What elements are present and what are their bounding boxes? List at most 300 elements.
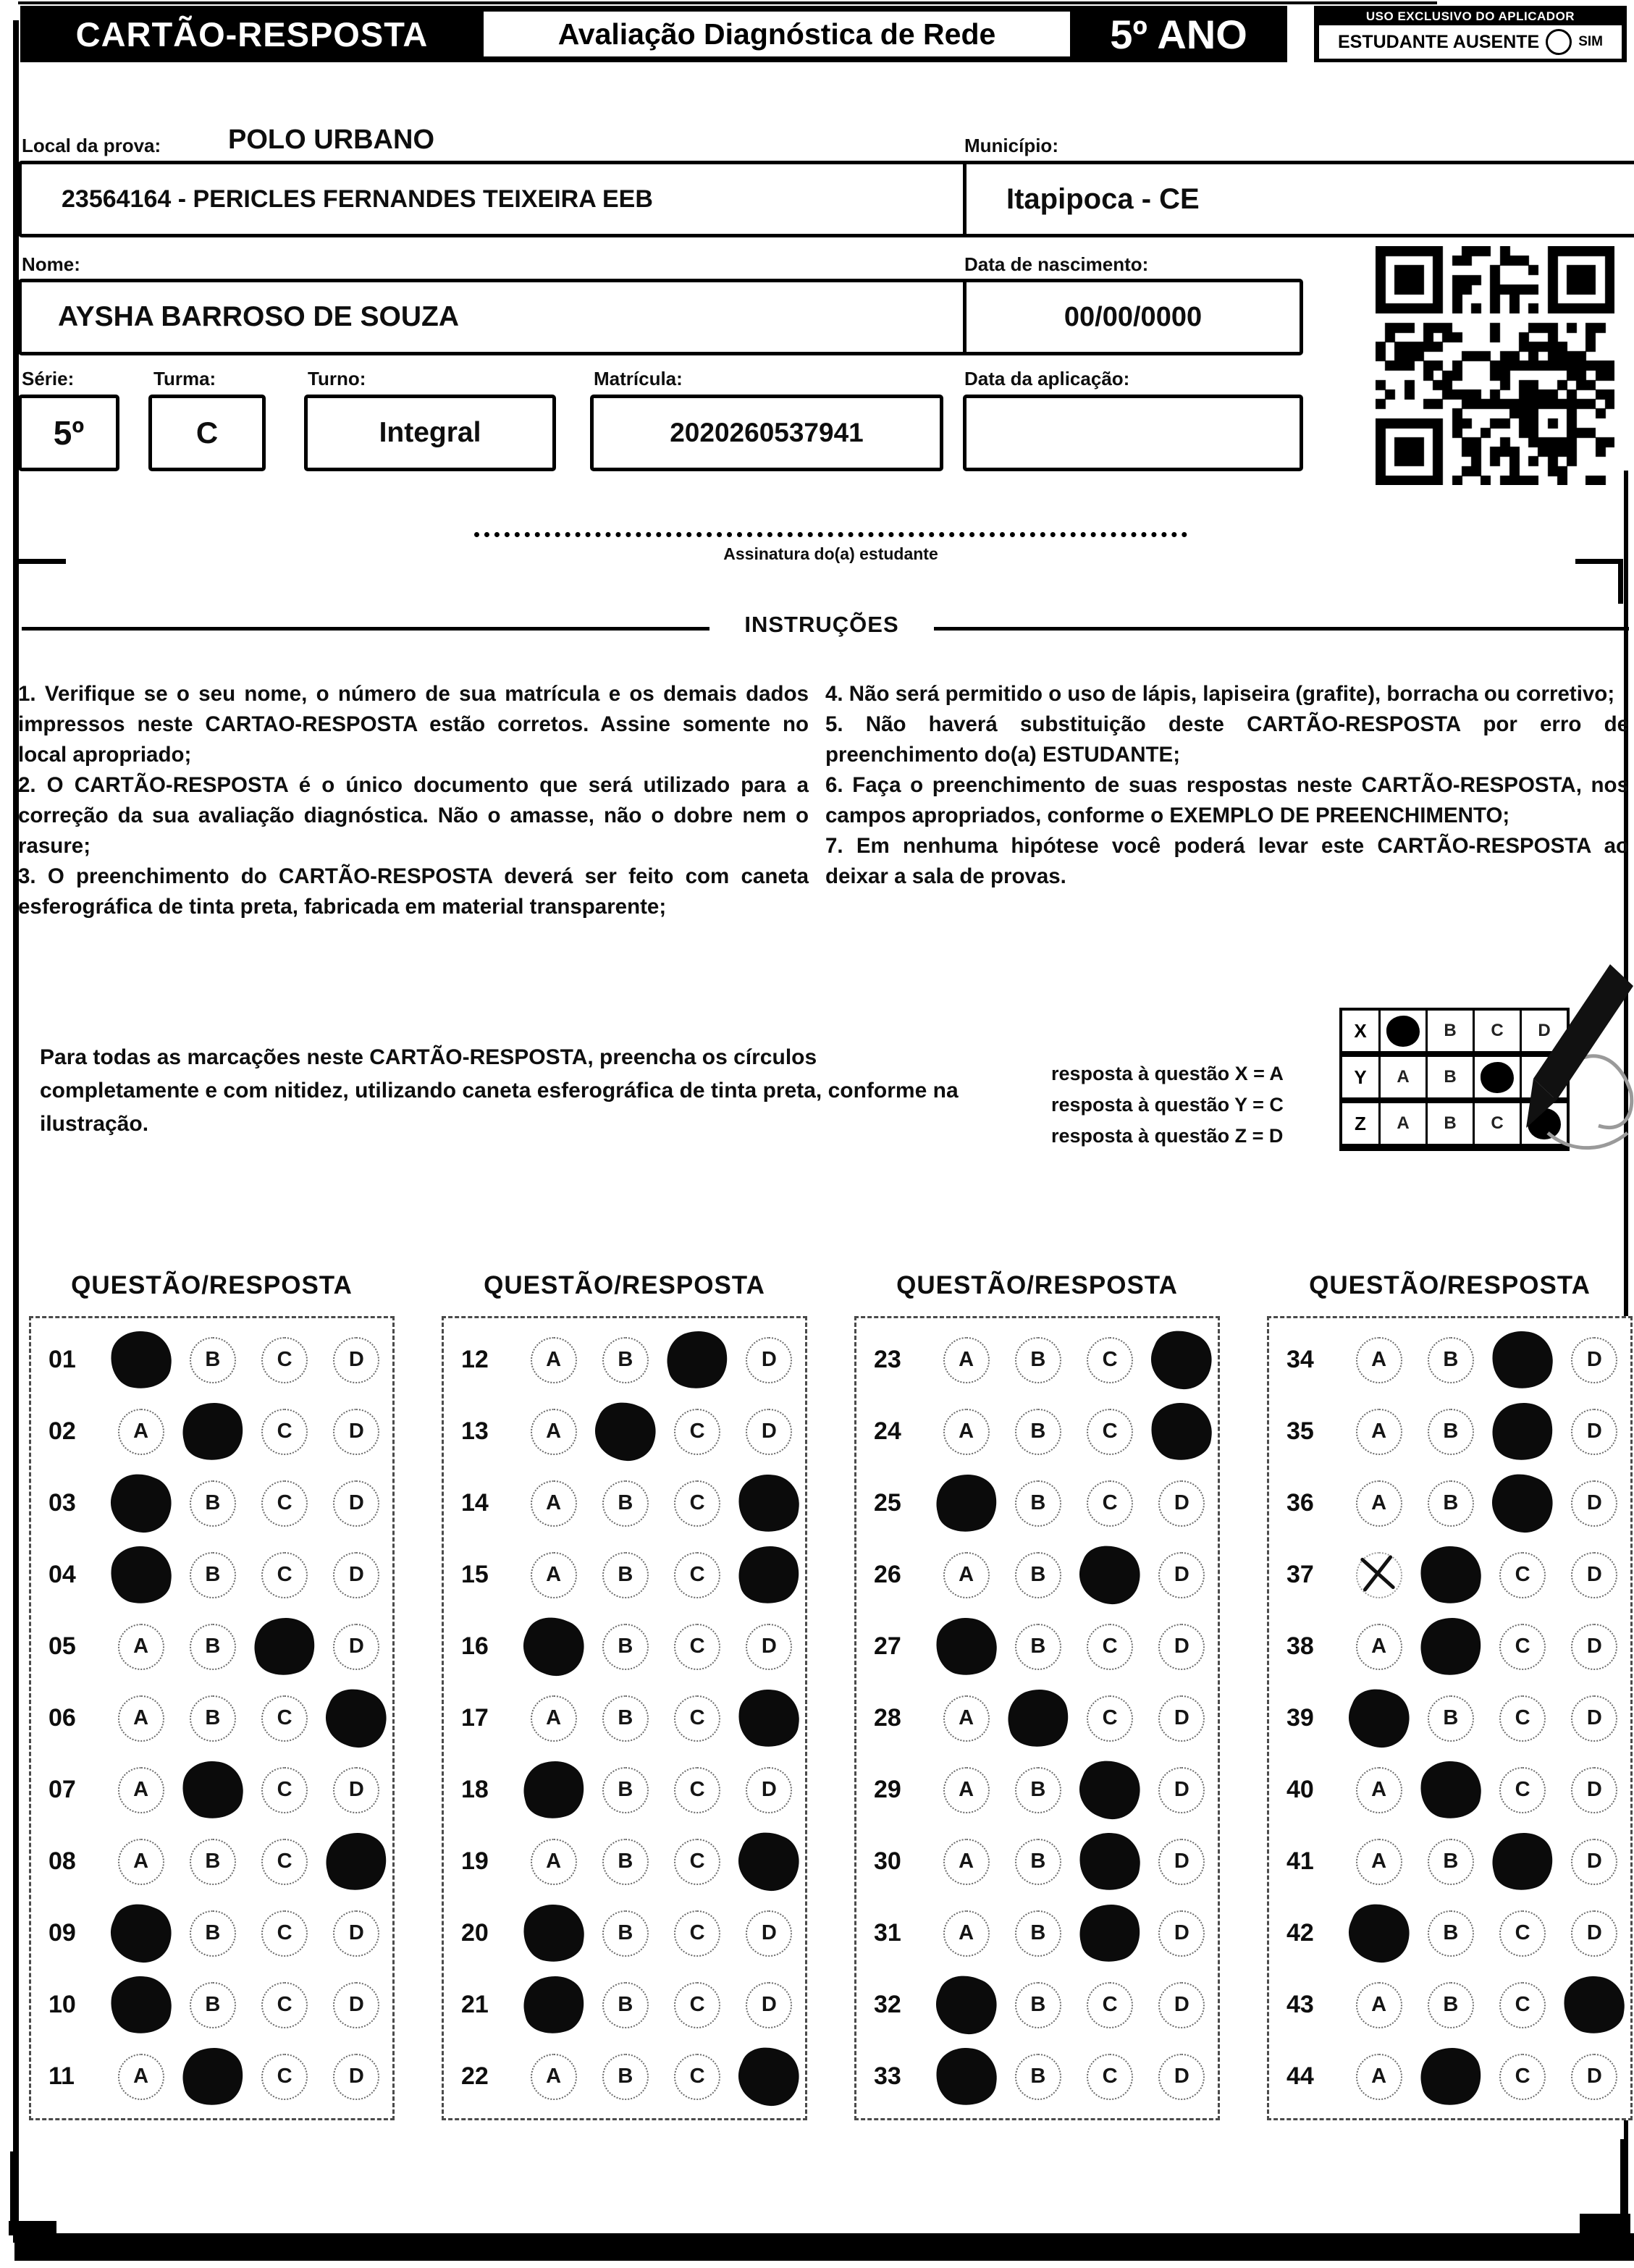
option-cell-A[interactable]: [930, 1695, 1002, 1742]
option-cell-D[interactable]: [1559, 1839, 1630, 1885]
option-cell-D[interactable]: [733, 1982, 805, 2028]
option-cell-C[interactable]: [249, 1767, 321, 1813]
option-cell-C[interactable]: [662, 1552, 733, 1598]
option-bubble[interactable]: [1087, 2054, 1133, 2100]
option-cell-D[interactable]: [321, 1833, 392, 1890]
option-bubble[interactable]: [602, 1480, 649, 1527]
marked-bubble[interactable]: [927, 1967, 1006, 2044]
option-cell-D[interactable]: [1146, 1331, 1218, 1388]
option-bubble[interactable]: [190, 1910, 236, 1957]
option-bubble[interactable]: [531, 1480, 577, 1527]
option-bubble[interactable]: [674, 1839, 720, 1885]
option-cell-A[interactable]: [930, 1767, 1002, 1813]
signature-line[interactable]: [474, 532, 1187, 537]
option-bubble[interactable]: [261, 1337, 308, 1383]
marked-bubble[interactable]: [1074, 1898, 1147, 1968]
option-cell-A[interactable]: [1343, 1480, 1415, 1527]
option-cell-C[interactable]: [249, 1982, 321, 2028]
option-cell-C[interactable]: [1487, 1695, 1559, 1742]
option-bubble[interactable]: [1356, 2054, 1402, 2100]
option-cell-B[interactable]: [1415, 1695, 1486, 1742]
option-bubble[interactable]: [1015, 1910, 1061, 1957]
option-bubble[interactable]: [1356, 1337, 1402, 1383]
option-cell-A[interactable]: [930, 1475, 1002, 1532]
option-bubble[interactable]: [746, 1624, 792, 1670]
option-cell-C[interactable]: [1074, 1337, 1146, 1383]
option-bubble[interactable]: [1356, 1480, 1402, 1527]
option-bubble[interactable]: [333, 1624, 379, 1670]
option-cell-C[interactable]: [662, 1409, 733, 1455]
option-bubble[interactable]: [1158, 1624, 1205, 1670]
option-bubble[interactable]: [1428, 1910, 1474, 1957]
option-bubble[interactable]: [531, 1337, 577, 1383]
option-cell-C[interactable]: [249, 2054, 321, 2100]
option-cell-B[interactable]: [589, 2054, 661, 2100]
option-cell-B[interactable]: [589, 1910, 661, 1957]
option-cell-C[interactable]: [249, 1695, 321, 1742]
option-bubble[interactable]: [602, 1337, 649, 1383]
option-cell-D[interactable]: [321, 1337, 392, 1383]
option-bubble[interactable]: [190, 1480, 236, 1527]
option-cell-A[interactable]: [105, 1905, 177, 1962]
option-cell-B[interactable]: [177, 1695, 248, 1742]
option-cell-D[interactable]: [733, 1475, 805, 1532]
marked-bubble[interactable]: [1560, 1973, 1628, 2038]
option-bubble[interactable]: [1571, 1839, 1617, 1885]
option-cell-B[interactable]: [1415, 1982, 1486, 2028]
option-cell-A[interactable]: [518, 1409, 589, 1455]
option-cell-B[interactable]: [589, 1552, 661, 1598]
option-cell-D[interactable]: [733, 1767, 805, 1813]
option-bubble[interactable]: [333, 1480, 379, 1527]
option-bubble[interactable]: [674, 1624, 720, 1670]
option-bubble[interactable]: [1087, 1409, 1133, 1455]
option-cell-C[interactable]: [249, 1552, 321, 1598]
option-bubble[interactable]: [1158, 1552, 1205, 1598]
option-bubble[interactable]: [746, 1910, 792, 1957]
option-bubble[interactable]: [1356, 1624, 1402, 1670]
option-cell-D[interactable]: [1559, 1337, 1630, 1383]
option-cell-C[interactable]: [1487, 1552, 1559, 1598]
option-cell-A[interactable]: [518, 1480, 589, 1527]
marked-bubble[interactable]: [317, 1680, 395, 1757]
option-cell-C[interactable]: [1074, 1982, 1146, 2028]
option-cell-D[interactable]: [1559, 1552, 1630, 1598]
marked-bubble[interactable]: [515, 1609, 593, 1685]
option-bubble[interactable]: [261, 1910, 308, 1957]
option-bubble[interactable]: [261, 1409, 308, 1455]
option-bubble[interactable]: [1158, 2054, 1205, 2100]
option-bubble[interactable]: [1015, 2054, 1061, 2100]
option-bubble[interactable]: [1428, 1480, 1474, 1527]
option-cell-C[interactable]: [1074, 1480, 1146, 1527]
option-cell-A[interactable]: [518, 2054, 589, 2100]
option-cell-C[interactable]: [1074, 2054, 1146, 2100]
option-bubble[interactable]: [1158, 1910, 1205, 1957]
option-cell-D[interactable]: [321, 1409, 392, 1455]
option-cell-D[interactable]: [1146, 1552, 1218, 1598]
marked-bubble[interactable]: [730, 2039, 808, 2115]
option-bubble[interactable]: [1571, 1552, 1617, 1598]
option-bubble[interactable]: [531, 1695, 577, 1742]
option-bubble[interactable]: [1499, 1910, 1546, 1957]
option-cell-A[interactable]: [105, 2054, 177, 2100]
option-bubble[interactable]: [1087, 1695, 1133, 1742]
option-cell-C[interactable]: [249, 1409, 321, 1455]
option-bubble[interactable]: [943, 1695, 990, 1742]
option-cell-C[interactable]: [1487, 1767, 1559, 1813]
option-cell-D[interactable]: [321, 1982, 392, 2028]
option-bubble[interactable]: [943, 1552, 990, 1598]
option-bubble[interactable]: [674, 1552, 720, 1598]
marked-bubble[interactable]: [1483, 1465, 1562, 1542]
option-cell-B[interactable]: [1415, 1480, 1486, 1527]
marked-bubble[interactable]: [1002, 1683, 1075, 1753]
marked-bubble[interactable]: [177, 2041, 250, 2112]
option-bubble[interactable]: [1158, 1839, 1205, 1885]
option-cell-B[interactable]: [177, 1624, 248, 1670]
option-bubble[interactable]: [1571, 2054, 1617, 2100]
option-cell-A[interactable]: [930, 1976, 1002, 2033]
marked-bubble[interactable]: [1488, 1328, 1557, 1393]
option-cell-B[interactable]: [1002, 1690, 1074, 1747]
marked-bubble[interactable]: [735, 1686, 803, 1751]
option-cell-A[interactable]: [518, 1761, 589, 1818]
option-cell-D[interactable]: [321, 1552, 392, 1598]
option-bubble[interactable]: [674, 1695, 720, 1742]
option-cell-A[interactable]: [105, 1409, 177, 1455]
option-bubble[interactable]: [1571, 1409, 1617, 1455]
option-bubble[interactable]: [118, 1695, 164, 1742]
option-cell-A[interactable]: [518, 1552, 589, 1598]
option-cell-B[interactable]: [1002, 1624, 1074, 1670]
option-bubble[interactable]: [1571, 1337, 1617, 1383]
marked-bubble[interactable]: [1417, 1543, 1485, 1608]
marked-bubble[interactable]: [1076, 1829, 1144, 1894]
option-cell-D[interactable]: [1146, 1624, 1218, 1670]
option-cell-A[interactable]: [518, 1839, 589, 1885]
option-bubble[interactable]: [1499, 1767, 1546, 1813]
option-cell-A[interactable]: [930, 1839, 1002, 1885]
option-cell-A[interactable]: [518, 1905, 589, 1962]
option-bubble[interactable]: [674, 1910, 720, 1957]
option-cell-A[interactable]: [1343, 1552, 1415, 1598]
option-cell-B[interactable]: [177, 2048, 248, 2105]
option-bubble[interactable]: [1356, 1409, 1402, 1455]
option-bubble[interactable]: [1015, 1409, 1061, 1455]
option-cell-B[interactable]: [1415, 1337, 1486, 1383]
option-cell-A[interactable]: [518, 1337, 589, 1383]
option-cell-B[interactable]: [1415, 1618, 1486, 1675]
marked-bubble[interactable]: [733, 1540, 806, 1610]
marked-bubble[interactable]: [107, 1543, 175, 1608]
option-cell-C[interactable]: [249, 1618, 321, 1675]
option-cell-D[interactable]: [321, 1910, 392, 1957]
option-bubble[interactable]: [1087, 1480, 1133, 1527]
option-cell-C[interactable]: [662, 2054, 733, 2100]
option-cell-D[interactable]: [1559, 1910, 1630, 1957]
option-cell-C[interactable]: [662, 1624, 733, 1670]
marked-bubble[interactable]: [1147, 1399, 1216, 1464]
option-bubble[interactable]: [333, 1552, 379, 1598]
option-cell-B[interactable]: [589, 1624, 661, 1670]
option-cell-A[interactable]: [105, 1475, 177, 1532]
marked-bubble[interactable]: [520, 1901, 588, 1966]
option-bubble[interactable]: [602, 1552, 649, 1598]
option-bubble[interactable]: [602, 2054, 649, 2100]
option-cell-C[interactable]: [662, 1767, 733, 1813]
option-cell-C[interactable]: [1487, 1403, 1559, 1460]
option-cell-D[interactable]: [1146, 1767, 1218, 1813]
aplicacao-field[interactable]: [963, 395, 1303, 471]
option-cell-D[interactable]: [733, 1409, 805, 1455]
option-bubble[interactable]: [261, 1480, 308, 1527]
option-bubble[interactable]: [1158, 1982, 1205, 2028]
marked-bubble[interactable]: [107, 1973, 175, 2038]
option-bubble[interactable]: [1571, 1624, 1617, 1670]
option-bubble[interactable]: [602, 1910, 649, 1957]
marked-bubble[interactable]: [517, 1970, 590, 2040]
marked-bubble[interactable]: [248, 1611, 321, 1682]
option-bubble[interactable]: [118, 1839, 164, 1885]
option-cell-C[interactable]: [1487, 1982, 1559, 2028]
option-cell-D[interactable]: [1559, 1624, 1630, 1670]
option-bubble[interactable]: [674, 1480, 720, 1527]
option-cell-C[interactable]: [1074, 1833, 1146, 1890]
option-cell-A[interactable]: [518, 1695, 589, 1742]
option-bubble[interactable]: [1015, 1767, 1061, 1813]
option-cell-A[interactable]: [930, 1337, 1002, 1383]
option-cell-B[interactable]: [1002, 1480, 1074, 1527]
option-bubble[interactable]: [531, 2054, 577, 2100]
option-bubble[interactable]: [190, 1695, 236, 1742]
option-cell-A[interactable]: [1343, 1767, 1415, 1813]
marked-bubble[interactable]: [1486, 1396, 1559, 1467]
option-cell-C[interactable]: [1487, 1331, 1559, 1388]
option-cell-A[interactable]: [105, 1839, 177, 1885]
option-cell-A[interactable]: [105, 1767, 177, 1813]
option-cell-A[interactable]: [1343, 1337, 1415, 1383]
option-cell-D[interactable]: [1559, 1767, 1630, 1813]
option-cell-B[interactable]: [1002, 1767, 1074, 1813]
option-bubble[interactable]: [1015, 1624, 1061, 1670]
option-bubble[interactable]: [943, 1910, 990, 1957]
option-cell-B[interactable]: [589, 1337, 661, 1383]
option-cell-A[interactable]: [1343, 1982, 1415, 2028]
marked-bubble[interactable]: [320, 1826, 393, 1897]
option-cell-B[interactable]: [1002, 1337, 1074, 1383]
option-cell-A[interactable]: [105, 1331, 177, 1388]
option-cell-B[interactable]: [177, 1480, 248, 1527]
option-cell-D[interactable]: [1146, 1695, 1218, 1742]
option-bubble[interactable]: [261, 1695, 308, 1742]
option-cell-D[interactable]: [321, 2054, 392, 2100]
option-bubble[interactable]: [602, 1767, 649, 1813]
option-bubble[interactable]: [1356, 1839, 1402, 1885]
option-bubble[interactable]: [1499, 2054, 1546, 2100]
option-cell-B[interactable]: [177, 1552, 248, 1598]
option-cell-C[interactable]: [1074, 1761, 1146, 1818]
option-cell-B[interactable]: [1002, 1552, 1074, 1598]
option-bubble[interactable]: [333, 1409, 379, 1455]
option-cell-D[interactable]: [733, 1624, 805, 1670]
option-cell-B[interactable]: [177, 1403, 248, 1460]
option-bubble[interactable]: [943, 1337, 990, 1383]
option-bubble[interactable]: [1571, 1767, 1617, 1813]
option-cell-B[interactable]: [1415, 1839, 1486, 1885]
option-bubble[interactable]: [531, 1409, 577, 1455]
option-bubble[interactable]: [333, 1337, 379, 1383]
option-cell-A[interactable]: [105, 1976, 177, 2033]
marked-bubble[interactable]: [517, 1755, 590, 1825]
option-cell-B[interactable]: [1002, 1982, 1074, 2028]
option-cell-D[interactable]: [733, 1690, 805, 1747]
option-bubble[interactable]: [1087, 1337, 1133, 1383]
option-bubble[interactable]: [190, 1982, 236, 2028]
option-cell-A[interactable]: [1343, 1839, 1415, 1885]
option-cell-D[interactable]: [1146, 1839, 1218, 1885]
option-bubble[interactable]: [118, 1409, 164, 1455]
option-cell-B[interactable]: [1002, 1839, 1074, 1885]
option-cell-D[interactable]: [733, 2048, 805, 2105]
option-cell-B[interactable]: [1415, 1546, 1486, 1603]
student-absent-bubble[interactable]: [1546, 29, 1572, 55]
option-cell-C[interactable]: [1487, 2054, 1559, 2100]
marked-bubble[interactable]: [1071, 1537, 1149, 1614]
option-cell-C[interactable]: [1487, 1624, 1559, 1670]
option-cell-C[interactable]: [249, 1910, 321, 1957]
option-cell-D[interactable]: [733, 1833, 805, 1890]
option-bubble[interactable]: [333, 1982, 379, 2028]
option-cell-D[interactable]: [733, 1910, 805, 1957]
option-bubble[interactable]: [261, 1982, 308, 2028]
option-bubble[interactable]: [1015, 1480, 1061, 1527]
option-bubble[interactable]: [1015, 1337, 1061, 1383]
marked-bubble[interactable]: [1417, 1758, 1485, 1823]
option-cell-C[interactable]: [1074, 1695, 1146, 1742]
option-bubble[interactable]: [674, 1767, 720, 1813]
option-bubble[interactable]: [190, 1552, 236, 1598]
option-bubble[interactable]: [1015, 1839, 1061, 1885]
option-cell-A[interactable]: [518, 1618, 589, 1675]
marked-bubble[interactable]: [1071, 1752, 1149, 1829]
option-cell-B[interactable]: [1415, 1910, 1486, 1957]
option-bubble[interactable]: [118, 1767, 164, 1813]
option-bubble[interactable]: [943, 1839, 990, 1885]
option-cell-B[interactable]: [589, 1695, 661, 1742]
option-bubble[interactable]: [261, 2054, 308, 2100]
option-cell-D[interactable]: [1559, 1480, 1630, 1527]
option-cell-B[interactable]: [589, 1403, 661, 1460]
option-cell-C[interactable]: [662, 1331, 733, 1388]
option-cell-B[interactable]: [1415, 1409, 1486, 1455]
option-cell-C[interactable]: [1487, 1475, 1559, 1532]
option-cell-D[interactable]: [1559, 2054, 1630, 2100]
option-cell-A[interactable]: [930, 2048, 1002, 2105]
option-cell-B[interactable]: [177, 1839, 248, 1885]
option-bubble[interactable]: [190, 1337, 236, 1383]
option-cell-B[interactable]: [1002, 1409, 1074, 1455]
option-cell-C[interactable]: [1074, 1905, 1146, 1962]
marked-bubble[interactable]: [1340, 1680, 1418, 1757]
option-bubble[interactable]: [1499, 1552, 1546, 1598]
option-cell-D[interactable]: [321, 1767, 392, 1813]
option-bubble[interactable]: [943, 1409, 990, 1455]
option-cell-A[interactable]: [1343, 1690, 1415, 1747]
marked-bubble[interactable]: [107, 1328, 175, 1393]
option-bubble[interactable]: [674, 1409, 720, 1455]
option-bubble[interactable]: [1499, 1982, 1546, 2028]
option-cell-D[interactable]: [1559, 1409, 1630, 1455]
option-bubble[interactable]: [1356, 1982, 1402, 2028]
option-cell-A[interactable]: [1343, 1905, 1415, 1962]
option-bubble[interactable]: [333, 1767, 379, 1813]
option-bubble[interactable]: [118, 1624, 164, 1670]
option-bubble[interactable]: [746, 1982, 792, 2028]
option-bubble[interactable]: [1499, 1624, 1546, 1670]
option-cell-A[interactable]: [930, 1618, 1002, 1675]
option-cell-A[interactable]: [105, 1624, 177, 1670]
option-bubble[interactable]: [1428, 1337, 1474, 1383]
option-bubble[interactable]: [1356, 1767, 1402, 1813]
option-bubble[interactable]: [531, 1839, 577, 1885]
marked-bubble[interactable]: [102, 1895, 180, 1972]
option-cell-D[interactable]: [1146, 1403, 1218, 1460]
option-cell-D[interactable]: [321, 1624, 392, 1670]
marked-bubble[interactable]: [586, 1394, 665, 1470]
option-bubble[interactable]: [1571, 1910, 1617, 1957]
option-bubble[interactable]: [1015, 1982, 1061, 2028]
option-bubble[interactable]: [746, 1409, 792, 1455]
option-cell-C[interactable]: [662, 1982, 733, 2028]
option-cell-C[interactable]: [249, 1337, 321, 1383]
marked-bubble[interactable]: [1142, 1322, 1221, 1399]
option-bubble[interactable]: [1015, 1552, 1061, 1598]
option-cell-B[interactable]: [589, 1767, 661, 1813]
option-bubble[interactable]: [190, 1624, 236, 1670]
option-bubble[interactable]: [602, 1624, 649, 1670]
option-bubble[interactable]: [1571, 1695, 1617, 1742]
option-cell-B[interactable]: [589, 1839, 661, 1885]
marked-bubble[interactable]: [1340, 1895, 1418, 1972]
option-cell-B[interactable]: [1002, 2054, 1074, 2100]
option-cell-B[interactable]: [1002, 1910, 1074, 1957]
option-bubble[interactable]: [1158, 1767, 1205, 1813]
option-cell-D[interactable]: [733, 1337, 805, 1383]
option-cell-D[interactable]: [1559, 1695, 1630, 1742]
option-bubble[interactable]: [1087, 1624, 1133, 1670]
option-bubble[interactable]: [261, 1767, 308, 1813]
option-bubble[interactable]: [1087, 1982, 1133, 2028]
option-bubble[interactable]: [746, 1767, 792, 1813]
marked-bubble[interactable]: [179, 1758, 247, 1823]
option-cell-D[interactable]: [733, 1546, 805, 1603]
option-cell-B[interactable]: [177, 1982, 248, 2028]
option-bubble[interactable]: [190, 1839, 236, 1885]
option-bubble[interactable]: [1158, 1695, 1205, 1742]
marked-bubble[interactable]: [661, 1325, 734, 1395]
option-cell-A[interactable]: [1343, 2054, 1415, 2100]
option-cell-C[interactable]: [1074, 1546, 1146, 1603]
option-bubble[interactable]: [602, 1695, 649, 1742]
option-cell-C[interactable]: [662, 1839, 733, 1885]
option-cell-C[interactable]: [662, 1910, 733, 1957]
option-cell-B[interactable]: [1415, 2048, 1486, 2105]
marked-bubble[interactable]: [930, 1468, 1003, 1538]
option-cell-D[interactable]: [1146, 2054, 1218, 2100]
option-bubble[interactable]: [602, 1982, 649, 2028]
option-cell-A[interactable]: [930, 1409, 1002, 1455]
